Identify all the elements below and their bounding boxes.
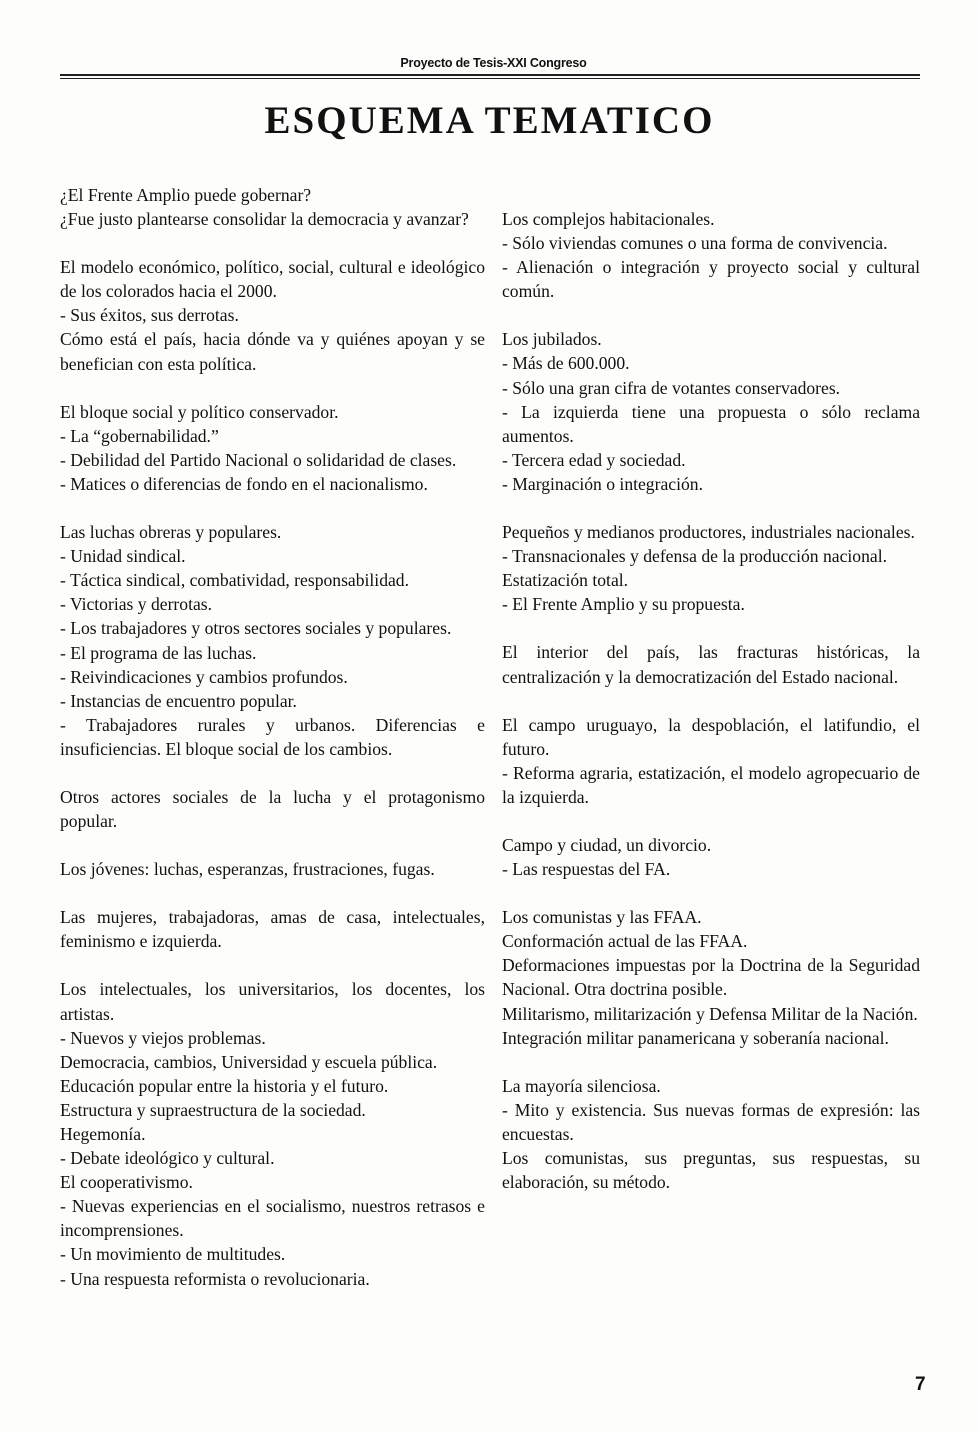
topic-block (502, 207, 920, 303)
topic-line: ¿Fue justo plantearse consolidar la democracia y avanzar? (60, 209, 469, 230)
header-rule-thin (60, 78, 920, 79)
topic-line: Campo y ciudad, un divorcio. (502, 834, 712, 855)
topic-block (60, 255, 485, 375)
topic-line: Militarismo, militarización y Defensa Militar de la Nación. (502, 1003, 918, 1024)
topic-line: - Táctica sindical, combatividad, responsabilidad. (60, 570, 409, 591)
topic-line: - Alienación o integración y proyecto social y cultural común. (502, 257, 920, 302)
topic-line: Los complejos habitacionales. (502, 209, 715, 229)
right-column (502, 207, 920, 1194)
topic-line: Las mujeres, trabajadoras, amas de casa, intelectuales, feminismo e izquierda. (60, 907, 485, 952)
topic-line: - Reivindicaciones y cambios profundos. (60, 666, 348, 687)
topic-line: - Una respuesta reformista o revolucionaria. (60, 1268, 370, 1289)
topic-line: - Transnacionales y defensa de la producción nacional. (502, 546, 887, 567)
topic-line: - Nuevos y viejos problemas. (60, 1027, 266, 1048)
topic-line: - Victorias y derrotas. (60, 594, 213, 615)
topic-line: - Sólo una gran cifra de votantes conservadores. (502, 377, 841, 398)
topic-line: Democracia, cambios, Universidad y escuela pública. (60, 1051, 438, 1072)
topic-line: Deformaciones impuestas por la Doctrina de la Seguridad Nacional. Otra doctrina posible. (502, 955, 920, 1000)
topic-block (60, 905, 485, 953)
topic-line: El cooperativismo. (60, 1172, 193, 1193)
page-title: ESQUEMA TEMATICO (264, 99, 715, 142)
topic-line: Los intelectuales, los universitarios, los docentes, los artistas. (60, 979, 485, 1024)
topic-line: El interior del país, las fracturas históricas, la centralización y la democratización del Estado nacional. (502, 642, 920, 687)
topic-line: Los comunistas y las FFAA. (502, 907, 702, 928)
page-number: 7 (915, 1374, 926, 1395)
topic-line: - Un movimiento de multitudes. (60, 1244, 286, 1265)
topic-block (60, 977, 485, 1290)
topic-line: - Instancias de encuentro popular. (60, 690, 297, 711)
topic-block (60, 400, 485, 496)
topic-line: - Unidad sindical. (60, 546, 186, 567)
topic-block (502, 520, 920, 616)
topic-line: Pequeños y medianos productores, industriales nacionales. (502, 522, 915, 543)
topic-block (502, 713, 920, 809)
topic-line: - Sólo viviendas comunes o una forma de convivencia. (502, 233, 888, 254)
topic-line: - Las respuestas del FA. (502, 859, 671, 880)
topic-line: - Reforma agraria, estatización, el modelo agropecuario de la izquierda. (502, 762, 920, 807)
topic-line: El modelo económico, político, social, cultural e ideológico de los colorados hacia el 2000. (60, 257, 485, 302)
header-rule (60, 74, 920, 76)
topic-line: - Matices o diferencias de fondo en el nacionalismo. (60, 473, 428, 494)
topic-line: - El programa de las luchas. (60, 642, 257, 663)
topic-line: Los jubilados. (502, 329, 602, 350)
topic-block (60, 857, 485, 881)
topic-line: - La “gobernabilidad.” (60, 425, 219, 446)
topic-line: - Nuevas experiencias en el socialismo, nuestros retrasos e incomprensiones. (60, 1196, 485, 1241)
topic-line: Educación popular entre la historia y el futuro. (60, 1075, 389, 1096)
topic-line: - Debate ideológico y cultural. (60, 1148, 275, 1169)
topic-line: - Marginación o integración. (502, 473, 703, 494)
topic-line: El campo uruguayo, la despoblación, el latifundio, el futuro. (502, 714, 920, 759)
topic-line: - La izquierda tiene una propuesta o sólo reclama aumentos. (502, 401, 920, 446)
topic-line: - Mito y existencia. Sus nuevas formas de expresión: las encuestas. (502, 1099, 920, 1144)
topic-line: ¿El Frente Amplio puede gobernar? (60, 185, 312, 205)
topic-block (502, 327, 920, 496)
left-column (60, 183, 485, 1291)
topic-line: - El Frente Amplio y su propuesta. (502, 594, 745, 615)
running-header: Proyecto de Tesis-XXI Congreso (400, 56, 587, 70)
topic-line: - Los trabajadores y otros sectores sociales y populares. (60, 618, 452, 639)
topic-line: Los jóvenes: luchas, esperanzas, frustraciones, fugas. (60, 859, 435, 880)
topic-line: - Tercera edad y sociedad. (502, 449, 686, 470)
topic-line: Las luchas obreras y populares. (60, 522, 282, 543)
topic-line: El bloque social y político conservador. (60, 401, 339, 422)
topic-line: - Más de 600.000. (502, 353, 630, 374)
topic-line: Hegemonía. (60, 1124, 146, 1144)
topic-line: Conformación actual de las FFAA. (502, 931, 748, 952)
topic-block (502, 640, 920, 688)
topic-line: Estatización total. (502, 570, 629, 591)
topic-line: - Trabajadores rurales y urbanos. Diferencias e insuficiencias. El bloque social de los cambios. (60, 714, 485, 759)
topic-block (60, 785, 485, 833)
topic-block (502, 905, 920, 1050)
topic-line: Integración militar panamericana y soberanía nacional. (502, 1027, 889, 1048)
topic-block (502, 1074, 920, 1194)
topic-line: Cómo está el país, hacia dónde va y quiénes apoyan y se benefician con esta política. (60, 329, 485, 374)
topic-line: La mayoría silenciosa. (502, 1075, 661, 1096)
topic-line: Estructura y supraestructura de la sociedad. (60, 1099, 366, 1120)
topic-block (60, 520, 485, 761)
topic-line: - Sus éxitos, sus derrotas. (60, 305, 239, 326)
topic-line: Los comunistas, sus preguntas, sus respuestas, su elaboración, su método. (502, 1148, 920, 1193)
topic-block (60, 183, 485, 231)
topic-line: - Debilidad del Partido Nacional o solidaridad de clases. (60, 449, 457, 470)
topic-block (502, 833, 920, 881)
topic-line: Otros actores sociales de la lucha y el protagonismo popular. (60, 786, 485, 832)
